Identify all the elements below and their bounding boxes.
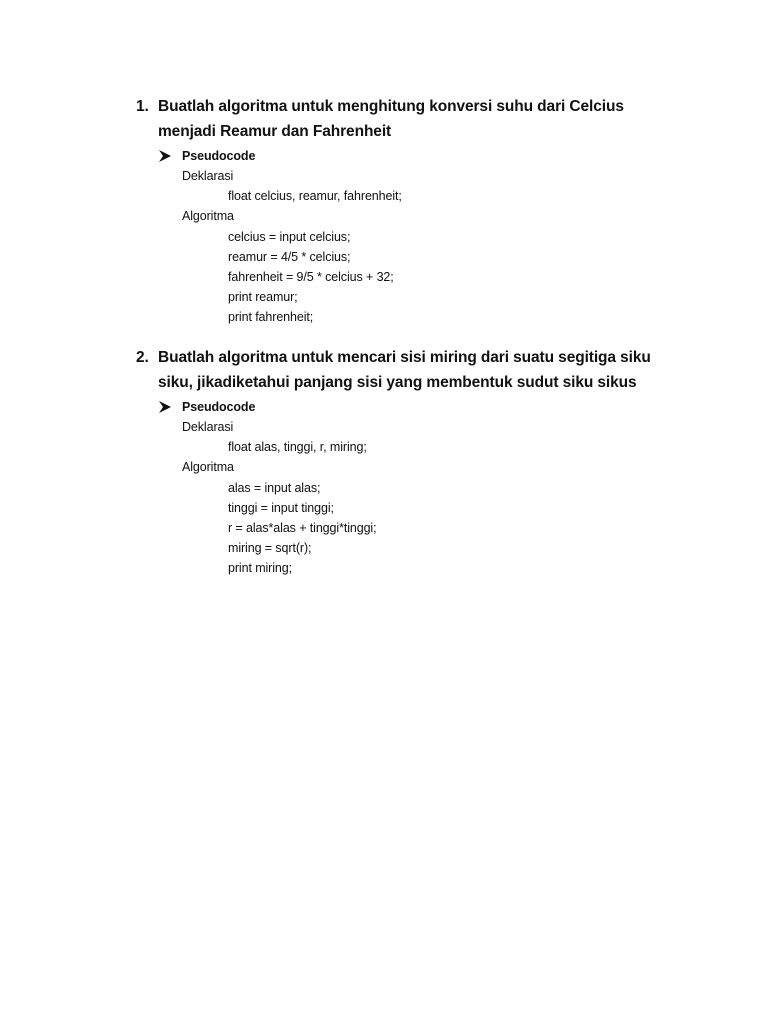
question-2-pseudocode-title bbox=[158, 397, 676, 417]
question-1-pseudocode-title bbox=[158, 146, 676, 166]
question-2 bbox=[136, 345, 676, 579]
question-2-declaration-line: float alas, tinggi, r, miring; bbox=[228, 440, 367, 455]
question-1 bbox=[136, 94, 676, 328]
question-2-pseudocode-label: Pseudocode bbox=[182, 399, 256, 414]
question-1-algorithm-label: Algoritma bbox=[182, 209, 234, 224]
question-2-algorithm-line: tinggi = input tinggi; bbox=[228, 500, 334, 515]
question-1-heading bbox=[136, 94, 676, 144]
question-1-declaration-line: float celcius, reamur, fahrenheit; bbox=[228, 189, 402, 204]
question-2-algorithm-line: r = alas*alas + tinggi*tinggi; bbox=[228, 520, 377, 535]
question-1-algorithm-line: print fahrenheit; bbox=[228, 310, 314, 325]
question-1-pseudocode-label: Pseudocode bbox=[182, 148, 256, 163]
arrowhead-bullet-icon bbox=[158, 400, 172, 414]
question-1-algorithm-line: print reamur; bbox=[228, 290, 298, 305]
question-2-text-line-2: siku, jikadiketahui panjang sisi yang membentuk sudut siku sikus bbox=[158, 374, 637, 391]
question-1-algorithm-line: celcius = input celcius; bbox=[228, 229, 351, 244]
question-2-pseudocode-block bbox=[158, 397, 676, 579]
question-1-number: 1. bbox=[136, 98, 149, 115]
question-2-algorithm-label: Algoritma bbox=[182, 460, 234, 475]
question-1-algorithm-line: reamur = 4/5 * celcius; bbox=[228, 249, 351, 264]
question-1-text bbox=[158, 94, 676, 144]
question-2-number: 2. bbox=[136, 349, 149, 366]
arrowhead-bullet-icon bbox=[158, 149, 172, 163]
question-2-declaration-label: Deklarasi bbox=[182, 420, 234, 434]
question-1-pseudocode-block bbox=[158, 146, 676, 328]
question-1-declaration-label: Deklarasi bbox=[182, 169, 234, 183]
question-2-algorithm-line: miring = sqrt(r); bbox=[228, 541, 312, 556]
question-2-algorithm-line: print miring; bbox=[228, 561, 292, 576]
question-2-text-line-1: Buatlah algoritma untuk mencari sisi miring dari suatu segitiga siku bbox=[158, 349, 651, 366]
question-1-text-line-1: Buatlah algoritma untuk menghitung konversi suhu dari Celcius bbox=[158, 98, 624, 115]
question-1-text-line-2: menjadi Reamur dan Fahrenheit bbox=[158, 123, 392, 140]
question-2-text bbox=[158, 345, 676, 395]
question-2-heading bbox=[136, 345, 676, 395]
question-1-algorithm-line: fahrenheit = 9/5 * celcius + 32; bbox=[228, 269, 394, 284]
question-2-algorithm-line: alas = input alas; bbox=[228, 480, 321, 495]
